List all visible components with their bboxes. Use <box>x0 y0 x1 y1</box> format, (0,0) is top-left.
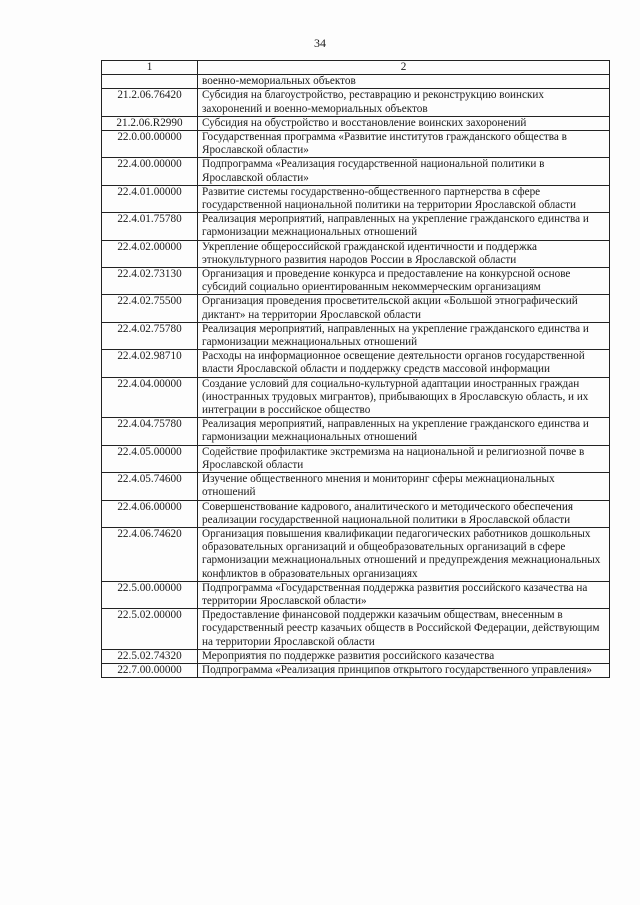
target-article-code: 22.4.04.75780 <box>102 418 198 445</box>
table-row <box>102 268 610 295</box>
target-article-name: Субсидия на обустройство и восстановление воинских захоронений <box>198 116 610 130</box>
target-article-name: Организация проведения просветительской акции «Большой этнографический диктант» на территории Ярославской области <box>198 295 610 322</box>
target-article-code: 22.4.05.74600 <box>102 473 198 500</box>
target-article-name: Реализация мероприятий, направленных на укрепление гражданского единства и гармонизации межнациональных отношений <box>198 322 610 349</box>
table-row <box>102 609 610 650</box>
table-row <box>102 116 610 130</box>
target-article-name: Содействие профилактике экстремизма на национальной и религиозной почве в Ярославской области <box>198 445 610 472</box>
target-article-code: 22.5.00.00000 <box>102 581 198 608</box>
table-row <box>102 445 610 472</box>
table-row <box>102 185 610 212</box>
table-row <box>102 240 610 267</box>
target-article-code: 22.4.01.75780 <box>102 213 198 240</box>
page-number: 34 <box>314 36 326 50</box>
table-row <box>102 527 610 581</box>
target-article-code: 22.4.05.00000 <box>102 445 198 472</box>
table-row <box>102 131 610 158</box>
table-row <box>102 213 610 240</box>
target-article-name: Реализация мероприятий, направленных на укрепление гражданского единства и гармонизации межнациональных отношений <box>198 418 610 445</box>
table-row <box>102 649 610 663</box>
target-article-code: 22.4.02.00000 <box>102 240 198 267</box>
column-header-2: 2 <box>198 61 610 75</box>
target-article-code: 21.2.06.R2990 <box>102 116 198 130</box>
target-article-name: Реализация мероприятий, направленных на укрепление гражданского единства и гармонизации межнациональных отношений <box>198 213 610 240</box>
target-article-name: Государственная программа «Развитие институтов гражданского общества в Ярославской области» <box>198 131 610 158</box>
target-article-code: 21.2.06.76420 <box>102 89 198 116</box>
target-article-code: 22.4.06.74620 <box>102 527 198 581</box>
table-row <box>102 158 610 185</box>
target-article-name: Развитие системы государственно-общественного партнерства в сфере государственной национальной политики на территории Ярославской области <box>198 185 610 212</box>
target-article-name: Подпрограмма «Реализация принципов открытого государственного управления» <box>198 663 610 677</box>
target-article-name: военно-мемориальных объектов <box>198 75 610 89</box>
target-article-code: 22.0.00.00000 <box>102 131 198 158</box>
table-row <box>102 473 610 500</box>
target-article-code: 22.5.02.74320 <box>102 649 198 663</box>
table-row <box>102 89 610 116</box>
table-row <box>102 581 610 608</box>
table-row <box>102 418 610 445</box>
target-article-name: Организация и проведение конкурса и предоставление на конкурсной основе субсидий социально ориентированным некоммерческим организациям <box>198 268 610 295</box>
table-row <box>102 295 610 322</box>
target-article-name: Мероприятия по поддержке развития российского казачества <box>198 649 610 663</box>
budget-classification-table <box>101 60 610 678</box>
target-article-name: Организация повышения квалификации педагогических работников дошкольных образовательных организаций и общеобразовательных организаций в сфере гармонизации межнациональных отношений и предупреждения межнациональных конфликтов в образовательных организациях <box>198 527 610 581</box>
target-article-name: Совершенствование кадрового, аналитического и методического обеспечения реализации государственной национальной политики в Ярославской области <box>198 500 610 527</box>
table-row <box>102 350 610 377</box>
target-article-code: 22.4.01.00000 <box>102 185 198 212</box>
target-article-code: 22.4.02.73130 <box>102 268 198 295</box>
target-article-name: Подпрограмма «Реализация государственной национальной политики в Ярославской области» <box>198 158 610 185</box>
target-article-name: Создание условий для социально-культурной адаптации иностранных граждан (иностранных трудовых мигрантов), прибывающих в Ярославскую область, и их интеграции в российское общество <box>198 377 610 418</box>
table-row <box>102 377 610 418</box>
table-body <box>102 75 610 678</box>
table-row <box>102 500 610 527</box>
target-article-code: 22.4.06.00000 <box>102 500 198 527</box>
target-article-name: Предоставление финансовой поддержки казачьим обществам, внесенным в государственный реестр казачьих обществ в Российской Федерации, действующим на территории Ярославской области <box>198 609 610 650</box>
column-header-1: 1 <box>102 61 198 75</box>
target-article-name: Изучение общественного мнения и мониторинг сферы межнациональных отношений <box>198 473 610 500</box>
table-header-row <box>102 61 610 75</box>
target-article-code: 22.4.02.75780 <box>102 322 198 349</box>
target-article-code: 22.7.00.00000 <box>102 663 198 677</box>
target-article-code: 22.4.04.00000 <box>102 377 198 418</box>
target-article-code: 22.5.02.00000 <box>102 609 198 650</box>
table-row <box>102 663 610 677</box>
target-article-name: Подпрограмма «Государственная поддержка развития российского казачества на территории Ярославской области» <box>198 581 610 608</box>
target-article-code: 22.4.02.98710 <box>102 350 198 377</box>
target-article-name: Субсидия на благоустройство, реставрацию и реконструкцию воинских захоронений и военно-мемориальных объектов <box>198 89 610 116</box>
table-row <box>102 75 610 89</box>
target-article-code: 22.4.02.75500 <box>102 295 198 322</box>
target-article-name: Укрепление общероссийской гражданской идентичности и поддержка этнокультурного развития народов России в Ярославской области <box>198 240 610 267</box>
table-row <box>102 322 610 349</box>
target-article-code: 22.4.00.00000 <box>102 158 198 185</box>
target-article-name: Расходы на информационное освещение деятельности органов государственной власти Ярославской области и поддержку средств массовой информации <box>198 350 610 377</box>
target-article-code <box>102 75 198 89</box>
